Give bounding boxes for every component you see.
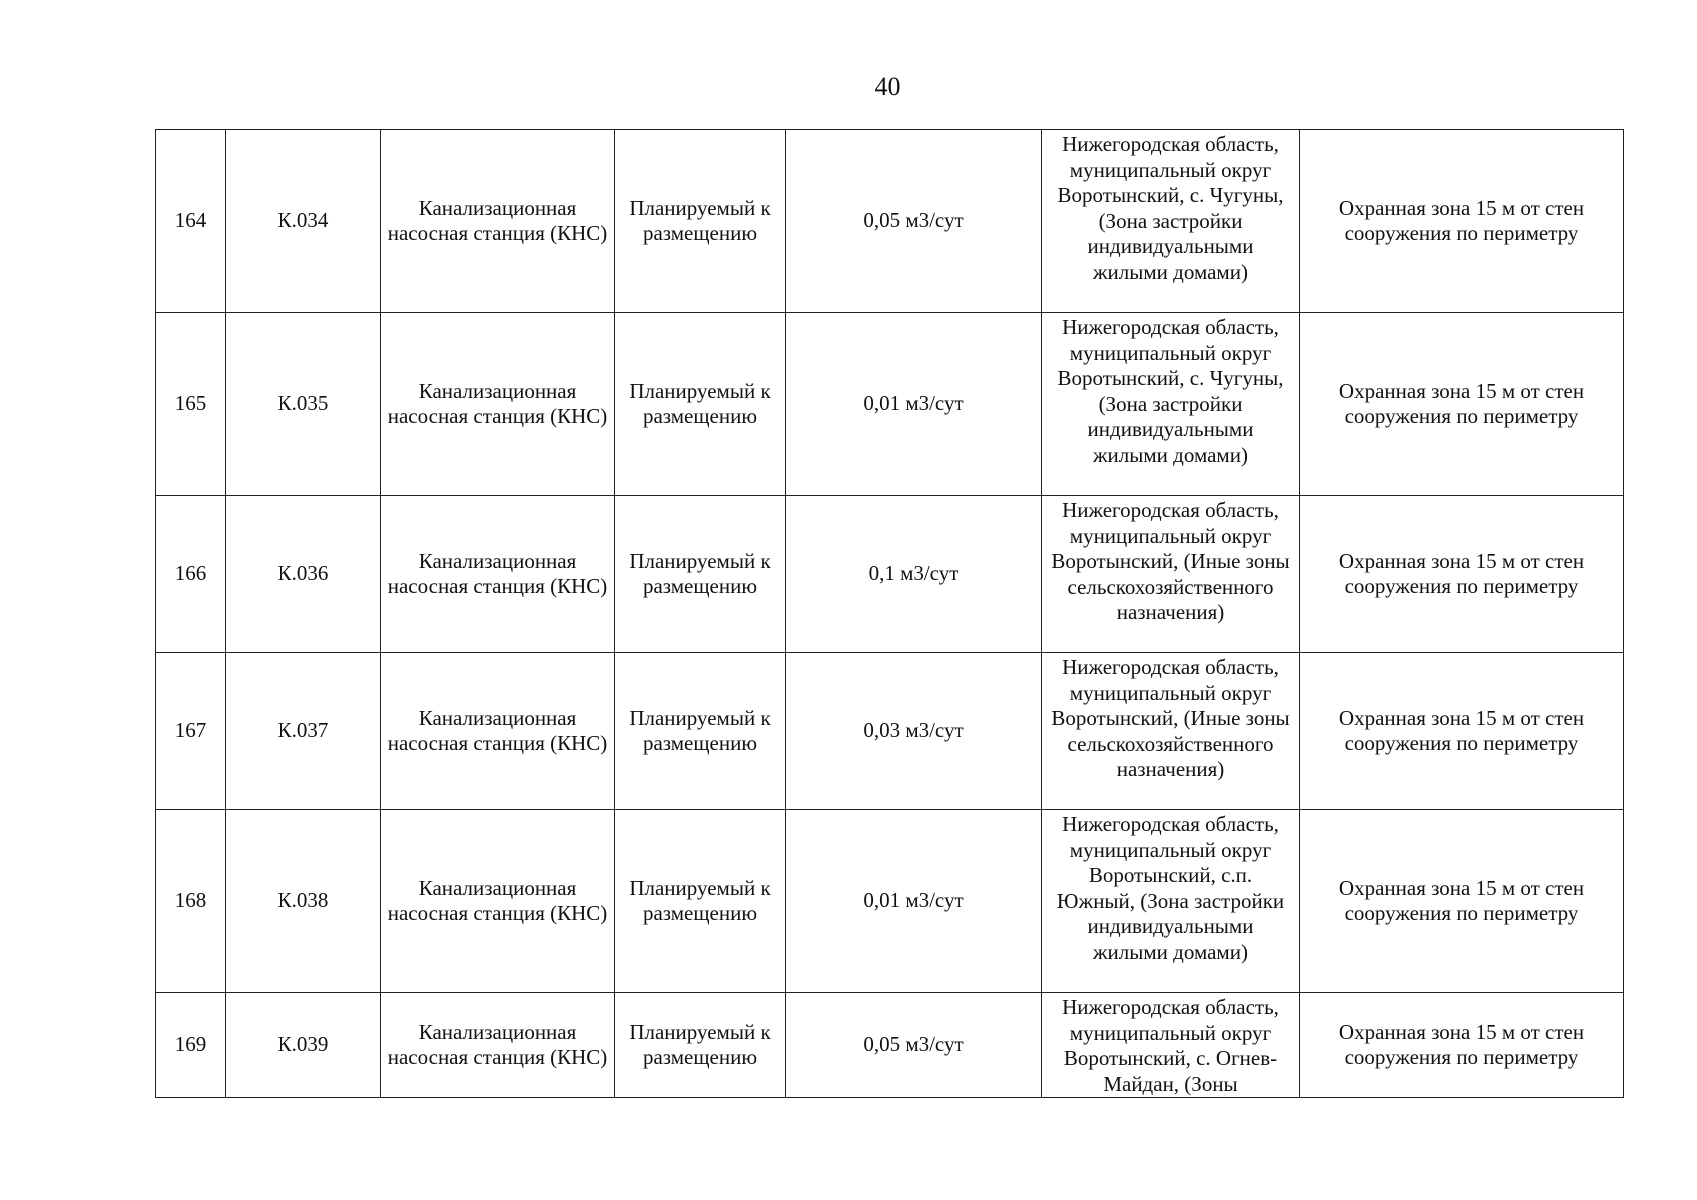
object-name: Канализационная насосная станция (КНС) [381, 313, 615, 496]
object-capacity: 0,05 м3/сут [786, 993, 1042, 1098]
row-number: 169 [156, 993, 226, 1098]
protection-zone: Охранная зона 15 м от стен сооружения по периметру [1300, 313, 1624, 496]
object-capacity: 0,01 м3/сут [786, 313, 1042, 496]
object-name: Канализационная насосная станция (КНС) [381, 993, 615, 1098]
protection-zone: Охранная зона 15 м от стен сооружения по периметру [1300, 130, 1624, 313]
object-capacity: 0,03 м3/сут [786, 653, 1042, 810]
table-row [156, 496, 1624, 653]
object-name: Канализационная насосная станция (КНС) [381, 130, 615, 313]
protection-zone: Охранная зона 15 м от стен сооружения по периметру [1300, 653, 1624, 810]
row-number: 168 [156, 810, 226, 993]
object-code: К.036 [226, 496, 381, 653]
table-row [156, 993, 1624, 1098]
object-status: Планируемый к размещению [615, 313, 786, 496]
object-location: Нижегородская область, муниципальный округ Воротынский, с. Чугуны, (Зона застройки индивидуальными жилыми домами) [1042, 130, 1300, 313]
protection-zone: Охранная зона 15 м от стен сооружения по периметру [1300, 993, 1624, 1098]
object-capacity: 0,05 м3/сут [786, 130, 1042, 313]
object-name: Канализационная насосная станция (КНС) [381, 810, 615, 993]
row-number: 164 [156, 130, 226, 313]
object-code: К.038 [226, 810, 381, 993]
table-row [156, 653, 1624, 810]
row-number: 167 [156, 653, 226, 810]
object-status: Планируемый к размещению [615, 653, 786, 810]
object-location: Нижегородская область, муниципальный округ Воротынский, с. Чугуны, (Зона застройки индивидуальными жилыми домами) [1042, 313, 1300, 496]
protection-zone: Охранная зона 15 м от стен сооружения по периметру [1300, 496, 1624, 653]
object-status: Планируемый к размещению [615, 810, 786, 993]
object-capacity: 0,1 м3/сут [786, 496, 1042, 653]
object-location: Нижегородская область, муниципальный округ Воротынский, с. Огнев-Майдан, (Зоны [1042, 993, 1300, 1098]
object-location: Нижегородская область, муниципальный округ Воротынский, (Иные зоны сельскохозяйственного назначения) [1042, 653, 1300, 810]
protection-zone: Охранная зона 15 м от стен сооружения по периметру [1300, 810, 1624, 993]
row-number: 166 [156, 496, 226, 653]
object-code: К.037 [226, 653, 381, 810]
object-name: Канализационная насосная станция (КНС) [381, 496, 615, 653]
table-row [156, 313, 1624, 496]
page-number: 40 [874, 72, 901, 101]
object-status: Планируемый к размещению [615, 993, 786, 1098]
object-code: К.034 [226, 130, 381, 313]
object-capacity: 0,01 м3/сут [786, 810, 1042, 993]
object-code: К.035 [226, 313, 381, 496]
facilities-table [155, 129, 1624, 1098]
object-code: К.039 [226, 993, 381, 1098]
row-number: 165 [156, 313, 226, 496]
object-status: Планируемый к размещению [615, 496, 786, 653]
object-location: Нижегородская область, муниципальный округ Воротынский, (Иные зоны сельскохозяйственного назначения) [1042, 496, 1300, 653]
object-status: Планируемый к размещению [615, 130, 786, 313]
object-name: Канализационная насосная станция (КНС) [381, 653, 615, 810]
table-row [156, 130, 1624, 313]
object-location: Нижегородская область, муниципальный округ Воротынский, с.п. Южный, (Зона застройки индивидуальными жилыми домами) [1042, 810, 1300, 993]
table-row [156, 810, 1624, 993]
